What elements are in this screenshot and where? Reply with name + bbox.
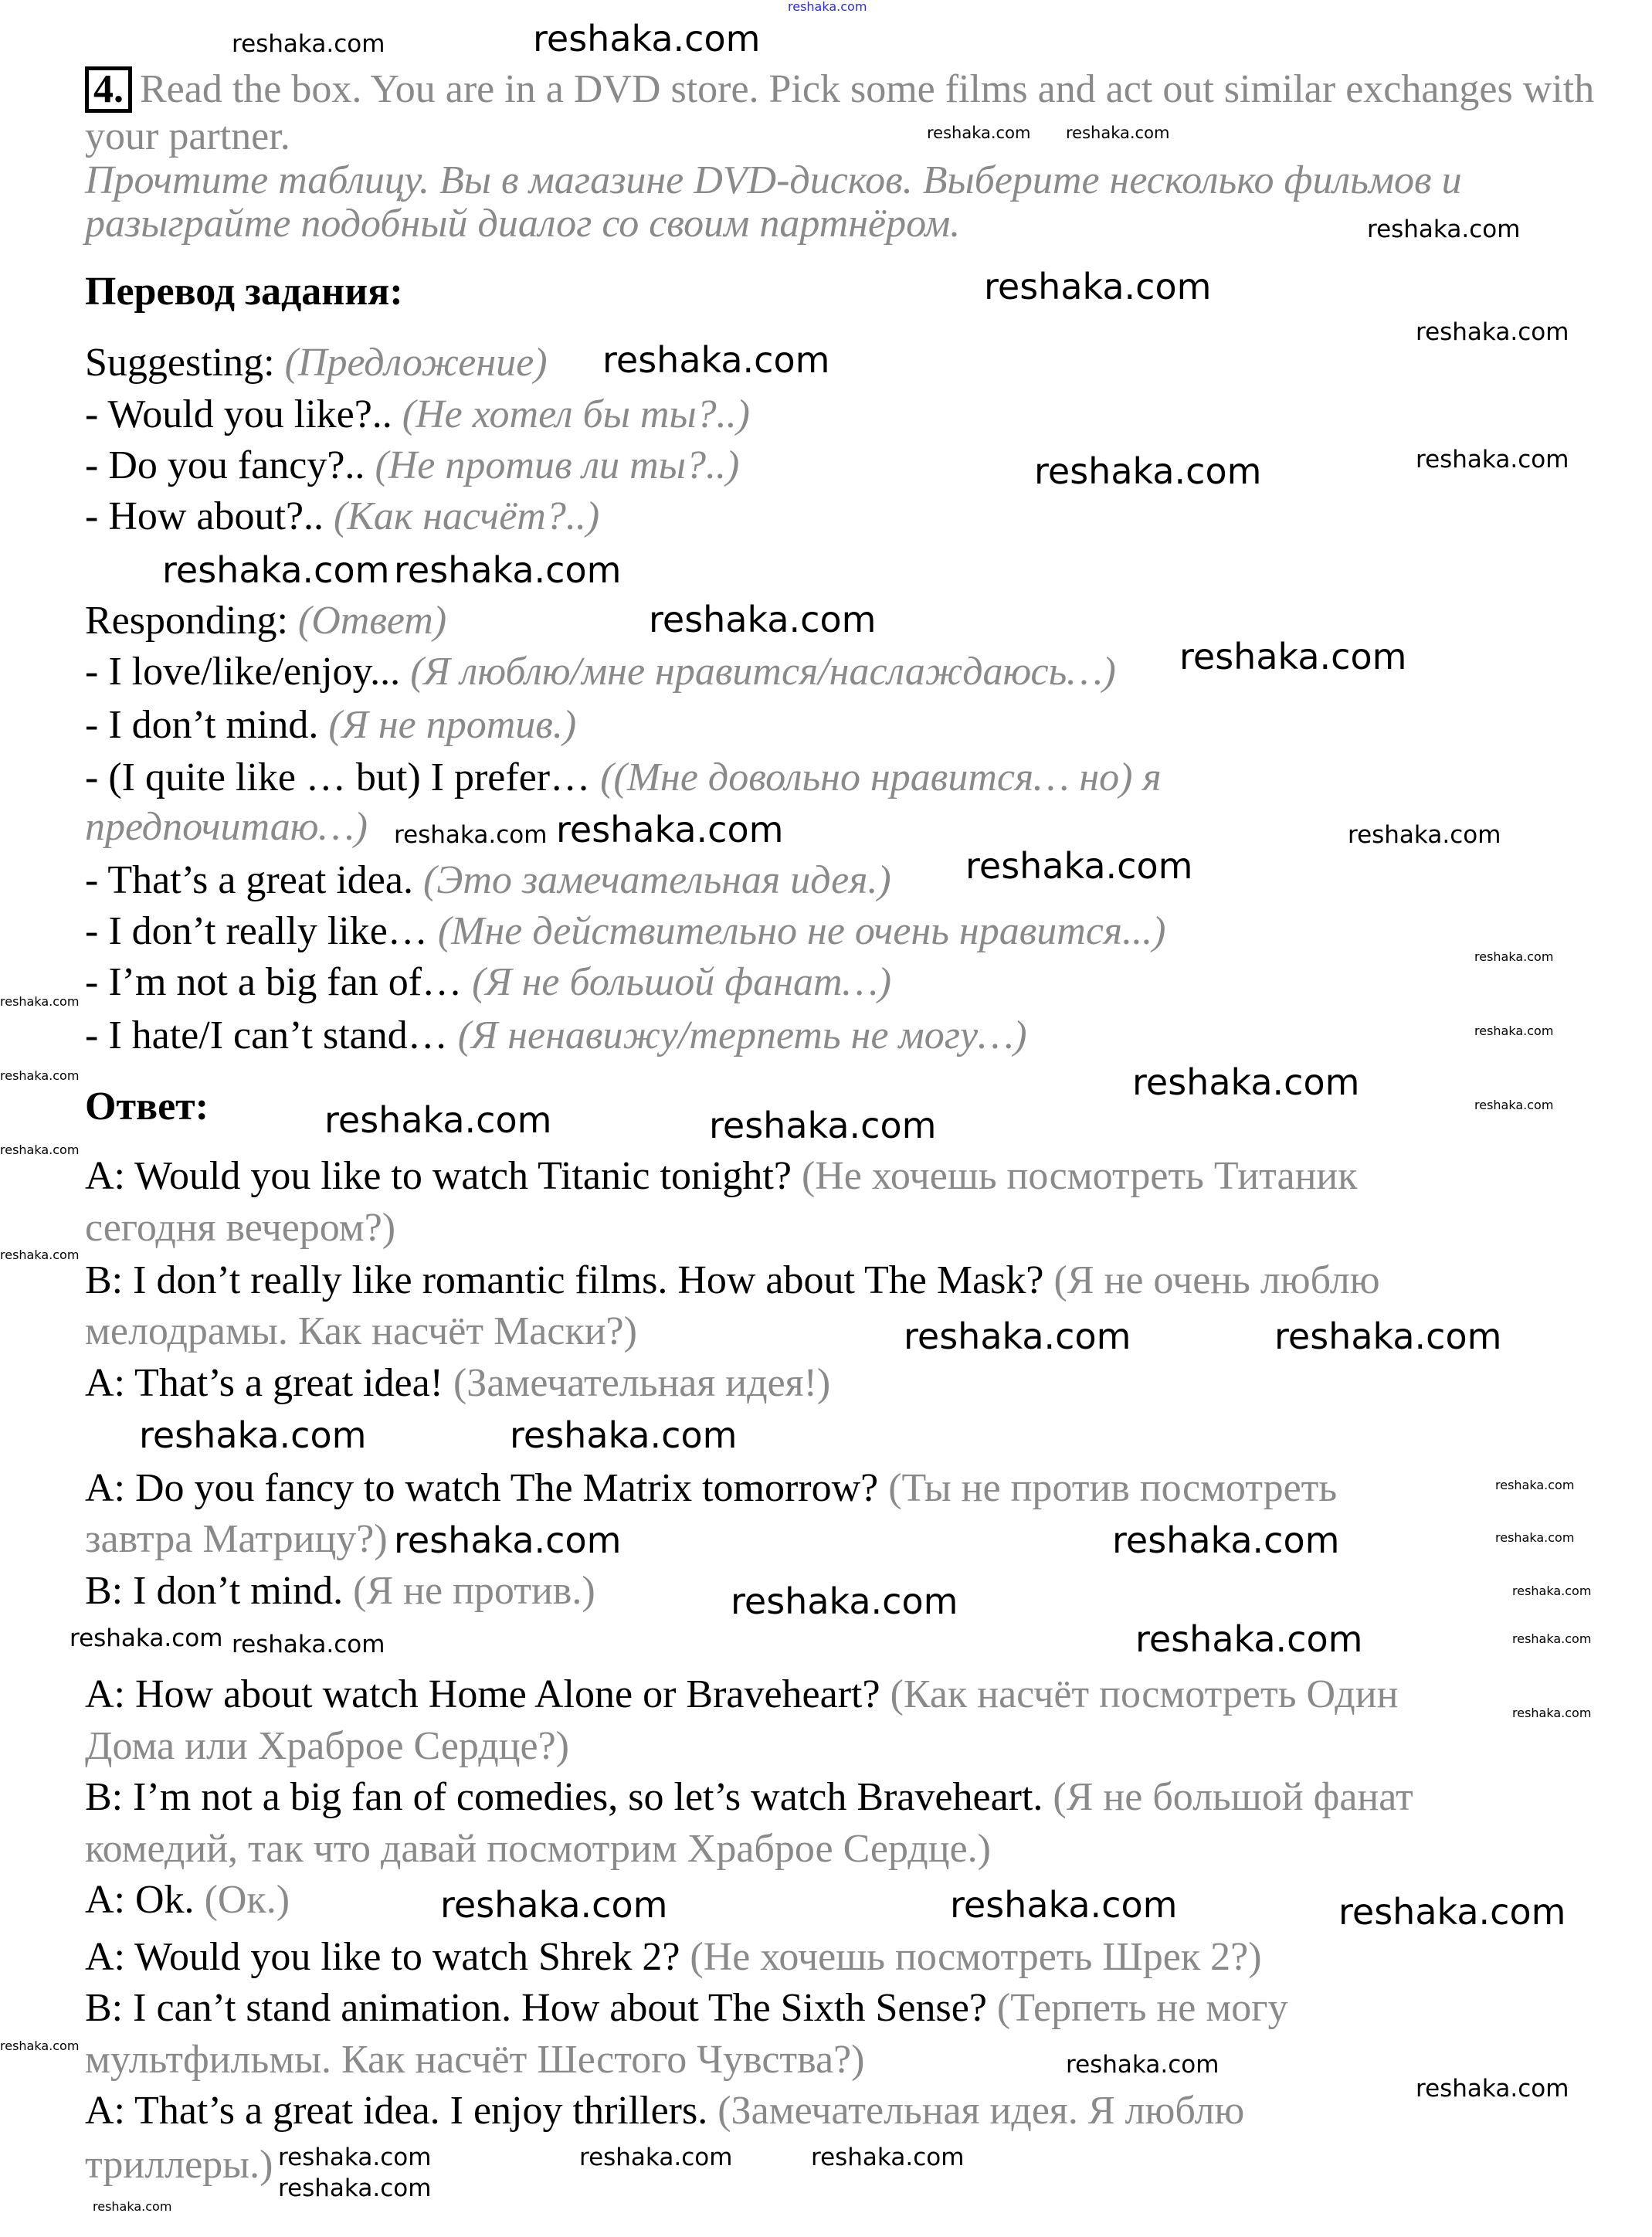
answer-heading: Ответ: bbox=[85, 1085, 209, 1129]
watermark-text: reshaka.com bbox=[984, 265, 1212, 307]
dialog-english: A: How about watch Home Alone or Braveheart? bbox=[85, 1672, 890, 1716]
watermark-text: reshaka.com bbox=[324, 1099, 552, 1141]
watermark-text: reshaka.com bbox=[278, 2174, 432, 2202]
phrase-english: - I don’t really like… bbox=[85, 909, 438, 953]
watermark-text: reshaka.com bbox=[788, 0, 867, 14]
dialog-english: A: Do you fancy to watch The Matrix tomorrow? bbox=[85, 1466, 889, 1510]
dialog-line bbox=[85, 2140, 273, 2191]
watermark-text: reshaka.com bbox=[1066, 2051, 1219, 2079]
dialog-russian: (Не хочешь посмотреть Титаник bbox=[801, 1154, 1358, 1198]
watermark-text: reshaka.com bbox=[139, 1414, 367, 1456]
watermark-text: reshaka.com bbox=[0, 1142, 80, 1157]
dialog-russian: (Замечательная идея. Я люблю bbox=[717, 2089, 1245, 2133]
phrase-russian: (Я не против.) bbox=[328, 703, 577, 747]
phrase-russian: (Не хотел бы ты?..) bbox=[402, 392, 750, 436]
dialog-english: B: I can’t stand animation. How about The Sixth Sense? bbox=[85, 1986, 997, 2030]
dialog-line bbox=[85, 1875, 290, 1926]
watermark-text: reshaka.com bbox=[1416, 2075, 1569, 2103]
phrase-line bbox=[85, 752, 1162, 803]
phrase-russian: (Ответ) bbox=[297, 599, 447, 643]
dialog-line bbox=[85, 1983, 1288, 2034]
watermark-text: reshaka.com bbox=[278, 2144, 432, 2171]
watermark-text: reshaka.com bbox=[1179, 635, 1407, 677]
dialog-line bbox=[85, 1932, 1262, 1983]
phrase-english: - That’s a great idea. bbox=[85, 858, 423, 902]
phrase-english: - I love/like/enjoy... bbox=[85, 650, 411, 694]
watermark-text: reshaka.com bbox=[731, 1580, 958, 1622]
phrase-english: - Do you fancy?.. bbox=[85, 443, 375, 487]
dialog-english: B: I don’t really like romantic films. How about The Mask? bbox=[85, 1258, 1054, 1302]
watermark-text: reshaka.com bbox=[232, 30, 385, 58]
watermark-text: reshaka.com bbox=[579, 2144, 733, 2171]
dialog-english: A: Would you like to watch Titanic tonight? bbox=[85, 1154, 802, 1198]
phrase-english: Responding: bbox=[85, 599, 298, 643]
watermark-text: reshaka.com bbox=[1367, 216, 1521, 243]
phrase-line bbox=[85, 957, 891, 1008]
phrase-russian: (Я люблю/мне нравится/наслаждаюсь…) bbox=[410, 650, 1116, 694]
watermark-text: reshaka.com bbox=[1495, 1477, 1575, 1492]
dialog-russian: мелодрамы. Как насчёт Маски?) bbox=[85, 1309, 637, 1353]
phrase-line bbox=[85, 440, 739, 491]
dialog-russian: триллеры.) bbox=[85, 2143, 273, 2187]
dialog-english: A: Ok. bbox=[85, 1878, 205, 1922]
dialog-english: A: Would you like to watch Shrek 2? bbox=[85, 1935, 690, 1979]
watermark-text: reshaka.com bbox=[0, 1247, 80, 1262]
dialog-russian: мультфильмы. Как насчёт Шестого Чувства?) bbox=[85, 2038, 865, 2082]
phrase-english: Suggesting: bbox=[85, 341, 285, 385]
phrase-english: - Would you like?.. bbox=[85, 392, 402, 436]
dialog-english: A: That’s a great idea! bbox=[85, 1361, 453, 1405]
watermark-text: reshaka.com bbox=[811, 2144, 965, 2171]
dialog-line bbox=[85, 2086, 1244, 2137]
dialog-russian: (Я не большой фанат bbox=[1053, 1775, 1413, 1819]
phrase-russian: (Мне действительно не очень нравится...) bbox=[437, 909, 1166, 953]
instruction-ru: Прочтите таблицу. Вы в магазине DVD-дисков. Выберите несколько фильмов и bbox=[85, 158, 1462, 202]
dialog-line bbox=[85, 1203, 395, 1254]
phrase-line bbox=[85, 338, 548, 389]
dialog-line bbox=[85, 1514, 388, 1565]
watermark-text: reshaka.com bbox=[904, 1315, 1131, 1357]
watermark-text: reshaka.com bbox=[510, 1414, 738, 1456]
dialog-line bbox=[85, 1824, 991, 1875]
task-number-badge: 4. bbox=[85, 66, 132, 113]
watermark-text: reshaka.com bbox=[649, 599, 877, 640]
phrase-russian: предпочитаю…) bbox=[85, 805, 368, 849]
instruction-en-cont: your partner. bbox=[85, 114, 290, 158]
watermark-text: reshaka.com bbox=[1416, 318, 1569, 347]
phrase-russian: (Предложение) bbox=[284, 341, 548, 385]
phrase-russian: (Я не большой фанат…) bbox=[472, 960, 892, 1004]
watermark-text: reshaka.com bbox=[1495, 1529, 1575, 1545]
phrase-line bbox=[85, 906, 1165, 957]
dialog-russian: комедий, так что давай посмотрим Храброе Сердце.) bbox=[85, 1827, 991, 1871]
watermark-text: reshaka.com bbox=[394, 1519, 622, 1561]
phrase-russian: ((Мне довольно нравится… но) я bbox=[600, 755, 1162, 799]
dialog-russian: (Не хочешь посмотреть Шрек 2?) bbox=[690, 1935, 1262, 1979]
task-instruction-line bbox=[85, 64, 1594, 115]
phrase-russian: (Как насчёт?..) bbox=[334, 494, 600, 538]
dialog-line bbox=[85, 1669, 1398, 1720]
watermark-text: reshaka.com bbox=[1474, 949, 1554, 964]
instruction-ru-cont: разыграйте подобный диалог со своим партнёром. bbox=[85, 202, 961, 246]
instruction-en: Read the box. You are in a DVD store. Pick some films and act out similar exchanges with bbox=[140, 67, 1595, 111]
dialog-russian: завтра Матрицу?) bbox=[85, 1517, 388, 1561]
dialog-russian: (Я не очень люблю bbox=[1053, 1258, 1380, 1302]
dialog-english: A: That’s a great idea. I enjoy thrillers. bbox=[85, 2089, 718, 2133]
dialog-line bbox=[85, 1566, 595, 1617]
translation-heading: Перевод задания: bbox=[85, 270, 403, 314]
phrase-english: - I don’t mind. bbox=[85, 703, 329, 747]
dialog-line bbox=[85, 2035, 864, 2086]
watermark-text: reshaka.com bbox=[1112, 1519, 1340, 1561]
dialog-line bbox=[85, 1463, 1337, 1514]
watermark-text: reshaka.com bbox=[709, 1104, 937, 1146]
watermark-text: reshaka.com bbox=[965, 844, 1193, 887]
watermark-text: reshaka.com bbox=[1512, 1583, 1592, 1598]
phrase-russian: (Не против ли ты?..) bbox=[375, 443, 740, 487]
phrase-english: - How about?.. bbox=[85, 494, 334, 538]
watermark-text: reshaka.com bbox=[1034, 450, 1262, 492]
dialog-russian: (Терпеть не могу bbox=[996, 1986, 1288, 2030]
dialog-russian: Дома или Храброе Сердце?) bbox=[85, 1724, 569, 1768]
phrase-line bbox=[85, 596, 446, 647]
phrase-line bbox=[85, 855, 891, 906]
watermark-text: reshaka.com bbox=[93, 2199, 172, 2214]
watermark-text: reshaka.com bbox=[950, 1884, 1178, 1926]
watermark-text: reshaka.com bbox=[1135, 1618, 1363, 1660]
watermark-text: reshaka.com bbox=[1512, 1631, 1592, 1646]
watermark-text: reshaka.com bbox=[1416, 446, 1569, 474]
dialog-russian: (Замечательная идея!) bbox=[453, 1361, 831, 1405]
watermark-text: reshaka.com bbox=[1474, 1023, 1554, 1038]
phrase-russian: (Это замечательная идея.) bbox=[422, 858, 891, 902]
dialog-russian: (Ты не против посмотреть bbox=[888, 1466, 1338, 1510]
phrase-line bbox=[85, 647, 1116, 698]
dialog-line bbox=[85, 1151, 1358, 1202]
watermark-text: reshaka.com bbox=[232, 1631, 385, 1658]
watermark-text: reshaka.com bbox=[927, 124, 1031, 142]
phrase-line bbox=[85, 491, 599, 542]
dialog-line bbox=[85, 1772, 1413, 1823]
watermark-text: reshaka.com bbox=[533, 18, 761, 59]
watermark-text: reshaka.com bbox=[1474, 1097, 1554, 1112]
watermark-text: reshaka.com bbox=[394, 821, 548, 849]
watermark-text: reshaka.com bbox=[162, 549, 390, 591]
dialog-line bbox=[85, 1306, 637, 1357]
dialog-russian: (Как насчёт посмотреть Один bbox=[890, 1672, 1399, 1716]
watermark-text: reshaka.com bbox=[556, 809, 784, 850]
dialog-russian: сегодня вечером?) bbox=[85, 1206, 396, 1250]
watermark-text: reshaka.com bbox=[602, 339, 830, 381]
phrase-line bbox=[85, 700, 576, 751]
watermark-text: reshaka.com bbox=[0, 994, 80, 1009]
dialog-line bbox=[85, 1358, 830, 1409]
watermark-text: reshaka.com bbox=[1132, 1061, 1360, 1103]
watermark-text: reshaka.com bbox=[0, 2038, 80, 2053]
phrase-english: - I hate/I can’t stand… bbox=[85, 1013, 458, 1057]
watermark-text: reshaka.com bbox=[394, 549, 622, 591]
phrase-line bbox=[85, 1010, 1027, 1061]
phrase-english: - (I quite like … but) I prefer… bbox=[85, 755, 601, 799]
dialog-english: B: I don’t mind. bbox=[85, 1569, 354, 1613]
watermark-text: reshaka.com bbox=[1512, 1705, 1592, 1720]
watermark-text: reshaka.com bbox=[1066, 124, 1170, 142]
phrase-line bbox=[85, 802, 368, 853]
phrase-english: - I’m not a big fan of… bbox=[85, 960, 473, 1004]
dialog-line bbox=[85, 1721, 569, 1772]
watermark-text: reshaka.com bbox=[1338, 1890, 1566, 1933]
dialog-russian: (Я не против.) bbox=[353, 1569, 595, 1613]
watermark-text: reshaka.com bbox=[1348, 821, 1501, 850]
phrase-russian: (Я ненавижу/терпеть не могу…) bbox=[457, 1013, 1027, 1057]
dialog-english: B: I’m not a big fan of comedies, so let’s watch Braveheart. bbox=[85, 1775, 1053, 1819]
watermark-text: reshaka.com bbox=[0, 1068, 80, 1083]
dialog-line bbox=[85, 1255, 1380, 1306]
watermark-text: reshaka.com bbox=[1274, 1315, 1502, 1357]
phrase-line bbox=[85, 389, 750, 440]
watermark-text: reshaka.com bbox=[70, 1624, 223, 1652]
dialog-russian: (Ок.) bbox=[204, 1878, 290, 1922]
watermark-text: reshaka.com bbox=[440, 1884, 668, 1926]
